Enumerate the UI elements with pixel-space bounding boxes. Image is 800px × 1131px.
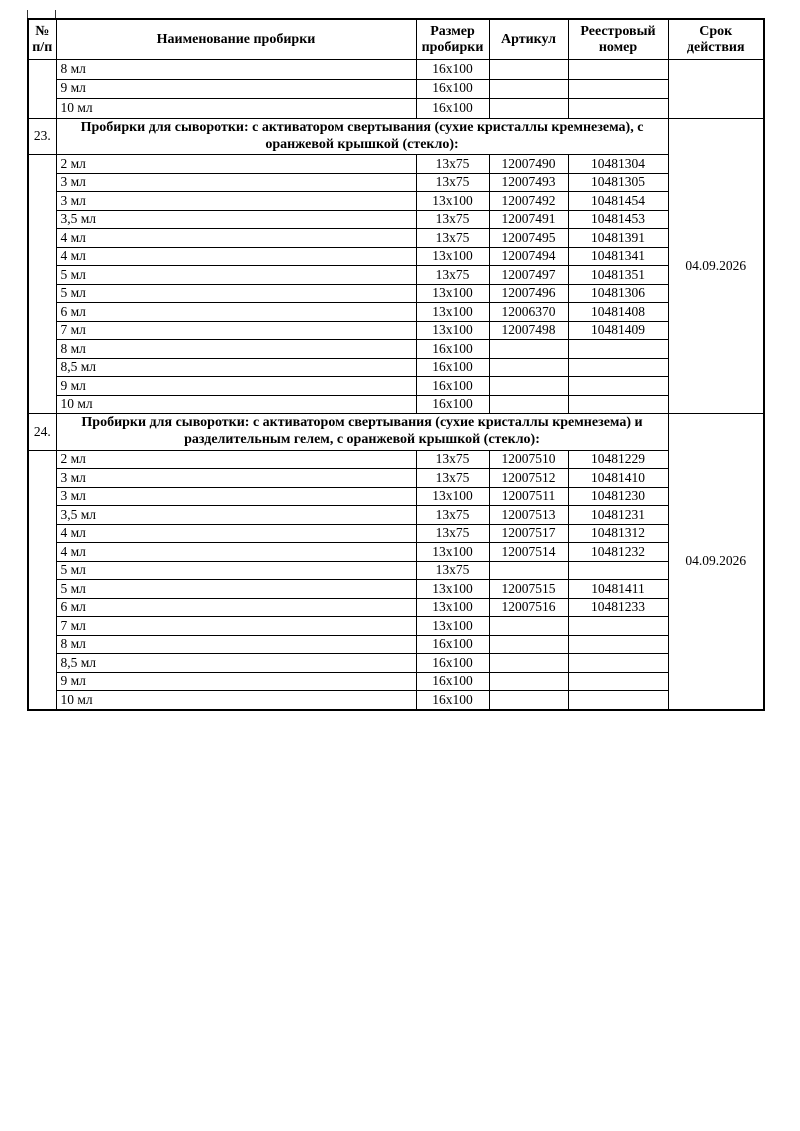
column-header-registry: Реестровый номер (568, 19, 668, 60)
cell-article: 12007494 (489, 247, 568, 266)
cell-size: 13x75 (416, 524, 489, 543)
cell-article: 12007515 (489, 580, 568, 599)
column-header-article: Артикул (489, 19, 568, 60)
cell-size: 16x100 (416, 79, 489, 99)
cell-registry (568, 340, 668, 359)
cell-name: 6 мл (56, 303, 416, 322)
table-row (28, 247, 764, 266)
cell-registry (568, 60, 668, 80)
cell-registry: 10481231 (568, 506, 668, 525)
cell-article (489, 99, 568, 119)
table-row (28, 691, 764, 710)
cell-article (489, 60, 568, 80)
table-row (28, 377, 764, 396)
table-row (28, 358, 764, 377)
cell-size: 13x75 (416, 561, 489, 580)
cell-name: 4 мл (56, 524, 416, 543)
column-header-num: № п/п (28, 19, 56, 60)
cell-size: 13x100 (416, 321, 489, 340)
cell-name: 4 мл (56, 229, 416, 248)
table-row (28, 654, 764, 673)
cell-article: 12007510 (489, 450, 568, 469)
table-row (28, 635, 764, 654)
cell-article: 12007516 (489, 598, 568, 617)
validity-cell: 04.09.2026 (668, 414, 764, 710)
table-row (28, 617, 764, 636)
table-row (28, 524, 764, 543)
cell-article (489, 654, 568, 673)
cell-name: 9 мл (56, 79, 416, 99)
section-number-spacer (28, 155, 56, 414)
table-continuation-stub-col1 (55, 10, 56, 18)
cell-size: 13x75 (416, 210, 489, 229)
cell-name: 5 мл (56, 266, 416, 285)
cell-article: 12007512 (489, 469, 568, 488)
cell-name: 9 мл (56, 377, 416, 396)
tube-registry-table (27, 18, 765, 711)
cell-name: 3 мл (56, 469, 416, 488)
cell-article (489, 691, 568, 710)
header-row (28, 19, 764, 60)
cell-registry (568, 561, 668, 580)
cell-article: 12007493 (489, 173, 568, 192)
cell-article: 12007498 (489, 321, 568, 340)
cell-article: 12007495 (489, 229, 568, 248)
cell-size: 13x75 (416, 229, 489, 248)
cell-registry (568, 79, 668, 99)
cell-registry (568, 377, 668, 396)
cell-size: 13x100 (416, 543, 489, 562)
cell-size: 16x100 (416, 654, 489, 673)
cell-name: 3,5 мл (56, 210, 416, 229)
cell-size: 16x100 (416, 672, 489, 691)
cell-registry (568, 654, 668, 673)
cell-article (489, 377, 568, 396)
section-title-row (28, 118, 764, 155)
table-row (28, 79, 764, 99)
cell-name: 10 мл (56, 99, 416, 119)
table-row (28, 395, 764, 414)
table-row (28, 506, 764, 525)
cell-registry: 10481312 (568, 524, 668, 543)
table-body (28, 60, 764, 710)
cell-name: 8 мл (56, 60, 416, 80)
cell-registry: 10481229 (568, 450, 668, 469)
cell-article (489, 561, 568, 580)
table-row (28, 99, 764, 119)
cell-registry: 10481306 (568, 284, 668, 303)
cell-name: 5 мл (56, 284, 416, 303)
cell-article: 12007490 (489, 155, 568, 174)
cell-size: 13x75 (416, 155, 489, 174)
cell-registry: 10481408 (568, 303, 668, 322)
cell-size: 16x100 (416, 358, 489, 377)
section-title: Пробирки для сыворотки: с активатором свертывания (сухие кристаллы кремнезема), с оранжевой крышкой (стекло): (56, 118, 668, 155)
cell-name: 10 мл (56, 395, 416, 414)
cell-registry: 10481230 (568, 487, 668, 506)
cell-name: 7 мл (56, 617, 416, 636)
table-row (28, 210, 764, 229)
table-row (28, 321, 764, 340)
cell-registry (568, 99, 668, 119)
cell-article (489, 79, 568, 99)
cell-article (489, 672, 568, 691)
cell-article (489, 617, 568, 636)
table-row (28, 672, 764, 691)
cell-name: 4 мл (56, 247, 416, 266)
table-header (28, 19, 764, 60)
cell-registry: 10481232 (568, 543, 668, 562)
cell-size: 13x100 (416, 598, 489, 617)
cell-size: 16x100 (416, 99, 489, 119)
cell-name: 3 мл (56, 173, 416, 192)
cell-registry: 10481409 (568, 321, 668, 340)
cell-name: 4 мл (56, 543, 416, 562)
cell-name: 8,5 мл (56, 654, 416, 673)
cell-registry (568, 358, 668, 377)
cell-name: 9 мл (56, 672, 416, 691)
cell-size: 13x75 (416, 450, 489, 469)
cell-size: 13x75 (416, 266, 489, 285)
cell-size: 13x100 (416, 580, 489, 599)
cell-article: 12007496 (489, 284, 568, 303)
cell-registry: 10481233 (568, 598, 668, 617)
cell-size: 13x75 (416, 506, 489, 525)
cell-registry: 10481391 (568, 229, 668, 248)
column-header-validity: Срок действия (668, 19, 764, 60)
cell-name: 10 мл (56, 691, 416, 710)
section-title-row (28, 414, 764, 451)
row-number-cell (28, 60, 56, 119)
cell-article: 12007517 (489, 524, 568, 543)
validity-cell (668, 60, 764, 119)
cell-registry (568, 395, 668, 414)
table-row (28, 155, 764, 174)
cell-name: 2 мл (56, 155, 416, 174)
cell-registry: 10481304 (568, 155, 668, 174)
cell-registry: 10481351 (568, 266, 668, 285)
column-header-name: Наименование пробирки (56, 19, 416, 60)
cell-article: 12007497 (489, 266, 568, 285)
table-row (28, 266, 764, 285)
cell-article (489, 358, 568, 377)
table-row (28, 469, 764, 488)
cell-size: 13x75 (416, 469, 489, 488)
cell-name: 5 мл (56, 580, 416, 599)
cell-size: 13x100 (416, 192, 489, 211)
cell-registry: 10481410 (568, 469, 668, 488)
table-row (28, 487, 764, 506)
cell-name: 7 мл (56, 321, 416, 340)
cell-name: 8 мл (56, 340, 416, 359)
cell-name: 3,5 мл (56, 506, 416, 525)
section-number: 24. (28, 414, 56, 451)
cell-registry: 10481305 (568, 173, 668, 192)
cell-name: 8,5 мл (56, 358, 416, 377)
cell-article: 12007513 (489, 506, 568, 525)
cell-size: 13x75 (416, 173, 489, 192)
cell-size: 16x100 (416, 691, 489, 710)
cell-registry: 10481341 (568, 247, 668, 266)
cell-size: 16x100 (416, 635, 489, 654)
cell-article (489, 340, 568, 359)
table-row (28, 303, 764, 322)
table-row (28, 543, 764, 562)
table-row (28, 561, 764, 580)
cell-name: 3 мл (56, 192, 416, 211)
table-row (28, 340, 764, 359)
cell-article: 12007491 (489, 210, 568, 229)
table-row (28, 192, 764, 211)
cell-article: 12007514 (489, 543, 568, 562)
cell-article (489, 635, 568, 654)
cell-size: 13x100 (416, 247, 489, 266)
cell-size: 16x100 (416, 60, 489, 80)
cell-name: 2 мл (56, 450, 416, 469)
section-title: Пробирки для сыворотки: с активатором свертывания (сухие кристаллы кремнезема) и разделительным гелем, с оранжевой крышкой (стекло): (56, 414, 668, 451)
cell-size: 13x100 (416, 303, 489, 322)
section-number: 23. (28, 118, 56, 155)
cell-article: 12006370 (489, 303, 568, 322)
cell-name: 8 мл (56, 635, 416, 654)
cell-registry (568, 617, 668, 636)
table-row (28, 580, 764, 599)
cell-name: 6 мл (56, 598, 416, 617)
column-header-size: Размер пробирки (416, 19, 489, 60)
table-row (28, 173, 764, 192)
cell-size: 16x100 (416, 395, 489, 414)
validity-cell: 04.09.2026 (668, 118, 764, 414)
table-row (28, 60, 764, 80)
cell-size: 16x100 (416, 377, 489, 396)
section-number-spacer (28, 450, 56, 710)
table-row (28, 229, 764, 248)
table-row (28, 450, 764, 469)
cell-name: 3 мл (56, 487, 416, 506)
cell-registry: 10481454 (568, 192, 668, 211)
cell-size: 13x100 (416, 617, 489, 636)
table-row (28, 284, 764, 303)
cell-name: 5 мл (56, 561, 416, 580)
cell-registry: 10481453 (568, 210, 668, 229)
cell-article (489, 395, 568, 414)
cell-registry (568, 635, 668, 654)
cell-registry (568, 672, 668, 691)
cell-size: 16x100 (416, 340, 489, 359)
table-row (28, 598, 764, 617)
cell-article: 12007492 (489, 192, 568, 211)
cell-size: 13x100 (416, 284, 489, 303)
cell-registry (568, 691, 668, 710)
table-continuation-stub-left (27, 10, 28, 18)
cell-registry: 10481411 (568, 580, 668, 599)
cell-article: 12007511 (489, 487, 568, 506)
cell-size: 13x100 (416, 487, 489, 506)
